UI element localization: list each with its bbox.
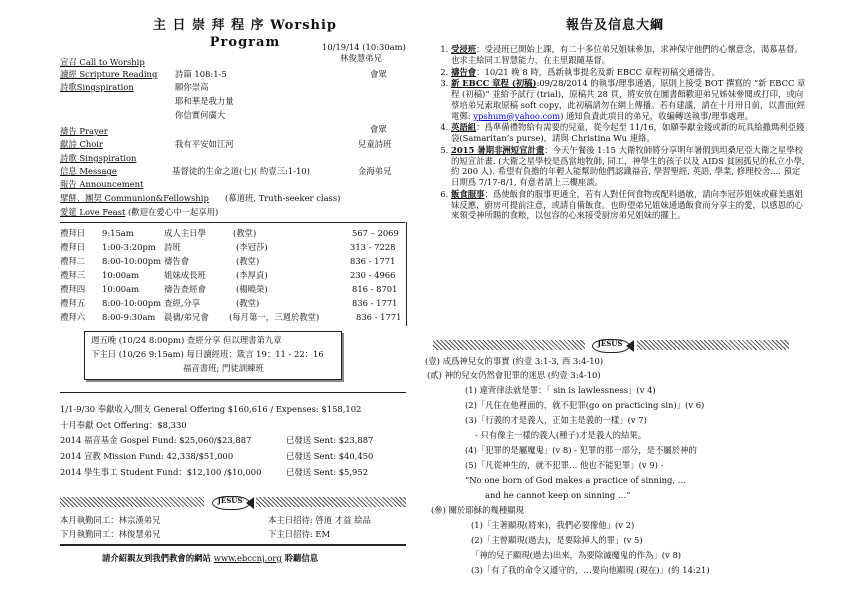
schedule-time: 8:00-10:00pm (102, 256, 162, 266)
schedule-day: 禮拜日 (60, 242, 86, 252)
outline-sub-note: - 只有像主一樣的義人(種子)才是義人的結果。 (475, 430, 647, 440)
schedule-day: 禮拜日 (60, 228, 86, 238)
message-title: 基督徒的生命之道(七)( 約壹三:1-10) (172, 166, 310, 176)
schedule-event: 禱告會 (164, 256, 190, 266)
october-offering: 十月奉獻 Oct Offering：$8,330 (60, 420, 187, 430)
program-label-prayer: 禱告 Prayer (60, 126, 108, 136)
schedule-phone: 313 - 7228 (350, 242, 396, 252)
hatched-band (60, 497, 204, 507)
announcement-body: ：爲準備禮物給有需要的兒童，從今起至 11/16，如願奉獻金錢或新的玩具給撒瑪利亞錢袋(Samaritan’s purse)，請與 Christina Wu 連絡。 (451, 122, 805, 143)
schedule-phone: 567 – 2069 (352, 228, 399, 238)
schedule-day: 禮拜五 (60, 298, 86, 308)
program-label-singspiration-2: 詩歌 Singspiration (60, 153, 137, 163)
schedule-time: 8:00-10:00pm (102, 298, 162, 308)
hymn-1: 願你崇高 (175, 82, 209, 92)
schedule-event: 禱告查經會 (164, 284, 206, 294)
announcement-item (451, 189, 806, 221)
program-label-love-feast: 愛筵 Love Feast (60, 207, 126, 217)
program-label-call-to-worship: 宣召 Call to Worship (60, 57, 145, 67)
announcement-heading: 飯食服事 (451, 188, 485, 199)
schedule-time: 10:00am (102, 284, 140, 294)
schedule-day: 禮拜六 (60, 312, 86, 322)
footer-post-text: 聆聽信息 (284, 553, 319, 563)
announcement-body: :09/28/2014 的執事/理事通過，原則上接受 BOT 撰寫的 “新 EBCC 章程 (初稿)” 並給予試行 (trial)，原稿共 28 頁，將安放在圖書館歡迎弟兄姊妹參閱或打印，或向蔡培弟兄索取原稿 soft copy，此初稿請勿在網上傳播。若有建議，請在十月卅日前，以書面(經電郵: (451, 78, 806, 121)
schedule-day: 禮拜三 (60, 270, 86, 280)
presider-name: 林俊慧弟兄 (340, 53, 382, 63)
fish-label: JESUS (597, 339, 623, 348)
outline-sub-point: (3)「有了我的命令又遵守的，…要向他顯現 (現在)」(約 14:21) (471, 565, 710, 575)
program-label-scripture-reading: 讀經 Scripture Reading (60, 69, 158, 79)
scripture-reference: 詩篇 108:1-5 (175, 69, 227, 79)
schedule-place: (教堂) (236, 298, 260, 308)
schedule-time: 1:00-3:20pm (102, 242, 156, 252)
schedule-event: 查經,分享 (164, 298, 201, 308)
hatched-band (637, 340, 789, 350)
announcements-column (425, 0, 825, 595)
hymn-2: 耶和華是我力量 (175, 96, 234, 106)
this-month-duty-staff: 本月執勤同工：林宗漢弟兄 (60, 515, 161, 525)
schedule-event: 晨禱/弟兄會 (164, 312, 209, 322)
schedule-phone: 816 - 8701 (352, 284, 398, 294)
mission-fund-sent: 已發送 Sent: $40,450 (286, 451, 374, 461)
schedule-phone: 230 - 4966 (350, 270, 396, 280)
announcement-body: ：10/21 晚 8 時，爲新執事提名及新 EBCC 章程初稿交通禱告。 (476, 66, 721, 77)
message-speaker: 金海弟兄 (358, 166, 392, 176)
student-fund: 2014 學生事工 Student Fund：$12,100 /$10,000 (60, 467, 262, 477)
schedule-event: 姐妹成長班 (164, 270, 206, 280)
gospel-fund: 2014 福音基金 Gospel Fund: $25,060/$23,887 (60, 435, 252, 445)
hymn-3: 你信實何廣大 (175, 110, 226, 120)
announcements-title: 報告及信息大綱 (565, 18, 664, 33)
announcement-heading: 新 EBCC 章程 (初稿) (451, 78, 537, 89)
prayer-leader: 會眾 (370, 124, 387, 134)
outline-sub-point: 「神的兒子顯現(過去)出來，為要除滅魔鬼的作為」(v 8) (471, 550, 682, 560)
schedule-time: 8:00-9:30am (102, 312, 156, 322)
weekly-notice-box (84, 331, 342, 380)
program-label-singspiration: 詩歌Singspiration (60, 82, 134, 92)
church-website-link[interactable]: www.ebccnj.org (213, 553, 282, 563)
outline-sub-point: (1)「主著顯現(將來)，我們必要像他」(v 2) (471, 520, 635, 530)
outline-sub-point: (3)「行義的才是義人，正如主是義的一樣」(v 7) (465, 415, 647, 425)
announcement-body: ：今天午餐後 1:15 大衛牧師將分享明年暑假到坦桑尼亞大衛之星學校的短宣計畫. (大衛之星學校是爲當地牧師, 同工，神學生的孩子以及 AIDS 貧困孤兒的私立小學, 約 200 人). 希望有負擔的年輕人能幫助他們認識福音, 學習聖經, 英語, 學業, 修理校舍.... 預定日期爲 7/17-8/1, 有意者請上三樓座談。 (451, 144, 805, 187)
student-fund-sent: 已發送 Sent: $5,952 (286, 467, 369, 477)
program-label-announcement: 報告 Announcement (60, 179, 144, 189)
outline-sub-point: (2)「主曾顯現(過去)，是要除掉人的罪」(v 5) (471, 535, 643, 545)
schedule-place: (李厚貞) (236, 270, 268, 280)
outline-point-2: (貳) 神的兒女仍然會犯罪的迷思 (約壹 3:4-10) (427, 370, 601, 380)
schedule-event: 詩班 (164, 242, 181, 252)
schedule-phone: 836 - 1771 (352, 298, 398, 308)
program-label-choir: 獻詩 Choir (60, 139, 103, 149)
service-date-time: 10/19/14 (10:30am) (322, 42, 406, 52)
announcement-heading: 受浸班 (451, 44, 477, 54)
hatched-band (433, 340, 585, 350)
announcement-item (451, 78, 806, 121)
schedule-place: (李冠莎) (236, 242, 268, 252)
next-month-duty-staff: 下月執勤同工：林俊慧弟兄 (60, 529, 161, 539)
classes-line: 福音書班; 門徒訓練班 (183, 363, 264, 373)
outline-sub-point: (2)「凡住在他裡面的，就不犯罪(go on practicing sin)」(v 6) (465, 400, 705, 410)
outline-sub-point: (4)「犯罪的是屬魔鬼」(v 8) - 犯罪的那一部分，是不屬於神的 (465, 445, 697, 455)
schedule-phone: 836 - 1771 (350, 256, 396, 266)
outline-quote-cont: and he cannot keep on sinning …” (485, 490, 631, 500)
announcement-body: ：受浸班已開始上課，有二十多位弟兄姐妹參加，求神保守他們的心懷意念，渴慕基督。也求主給同工智慧能力，在主里跟隨基督。 (451, 44, 803, 65)
announcement-heading: 禱告會 (451, 66, 477, 77)
program-label-communion: 擘餅、團契 Communion&Fellowship (60, 193, 209, 203)
announcement-item (451, 145, 806, 188)
divider-top (60, 222, 405, 223)
announcement-heading: 2015 暑期非洲短宣計畫 (451, 144, 545, 155)
announcement-item (451, 122, 806, 144)
program-label-message: 信息 Message (60, 166, 117, 176)
announcement-heading: 英語組 (451, 122, 477, 133)
next-sunday-ushers: 下主日招待: EM (268, 529, 331, 539)
outline-point-3: (參) 關於耶穌的幾種顯現 (431, 505, 524, 515)
announcement-item (451, 44, 806, 66)
communion-note: (慕道班, Truth-seeker class) (225, 193, 341, 203)
footer-pre-text: 請介紹親友到我們教會的網站 (102, 553, 211, 563)
schedule-right-border (406, 222, 407, 326)
announcement-list (435, 44, 806, 222)
announcement-item (451, 67, 806, 78)
footer-message (102, 553, 318, 564)
scripture-reader: 會眾 (370, 69, 387, 79)
outline-point-1: (壹) 成爲神兒女的事實 (約壹 3:1-3, 西 3:4-10) (425, 356, 604, 366)
schedule-phone: 836 - 1771 (356, 312, 402, 322)
gospel-fund-sent: 已發送 Sent: $23,887 (286, 435, 374, 445)
schedule-place: (教堂) (233, 228, 257, 238)
next-sunday-line: 下主日 (10/26 9:15am) 每日讀經班：箴言 19：11 - 22：16 (91, 349, 324, 359)
worship-program-title: 主 日 崇 拜 程 序 Worship Program (152, 18, 337, 50)
schedule-day: 禮拜二 (60, 256, 86, 266)
announcement-body-tail: ) 通知負責此項目的弟兄，收編轉送執事/理事處理。 (560, 110, 754, 121)
outline-sub-point: (1) 違背律法就是罪：「 sin is lawlessness」(v 4) (465, 385, 656, 395)
mission-fund: 2014 宣教 Mission Fund: 42,338/$51,000 (60, 451, 234, 461)
schedule-event: 成人主日學 (164, 228, 206, 238)
contact-email-link[interactable]: ypshum@yahoo.com (473, 110, 561, 121)
love-feast-note: (歡迎在愛心中一起享用) (128, 207, 219, 217)
divider-mid (60, 392, 406, 393)
friday-study-line: 週五晚 (10/24 8:00pm) 查經分享 但以理書第九章 (91, 335, 282, 345)
outline-sub-point: (5)「凡從神生的，就不犯罪… 他也不能犯罪」(v 9) - (465, 460, 664, 470)
choir-song: 我有平安如江河 (175, 139, 234, 149)
worship-program-column (60, 0, 410, 595)
this-sunday-ushers: 本主日招待: 啓道 才益 絵品 (268, 515, 371, 525)
schedule-day: 禮拜四 (60, 284, 86, 294)
schedule-time: 10:00am (102, 270, 140, 280)
hatched-band (256, 497, 406, 507)
schedule-place: (每月第一，三週於教堂) (229, 312, 320, 322)
choir-group: 兒童詩班 (358, 139, 392, 149)
schedule-time: 9:15am (102, 228, 134, 238)
announcement-body: ：爲使飯食的服事更通全，若有人對任何食物或配料過敏，請向李冠莎姐妹或蘇美惠姐妹反應，廚房可提前注意，或請自備飯食。也盼望弟兄姐妹通過飯食而分享主的愛，以感恩的心來領受神所賜的食粮，以包容的心來接受厨房弟兄姐妹的擺上。 (451, 188, 803, 221)
fish-label: JESUS (217, 496, 243, 505)
general-offering-line: 1/1-9/30 奉獻收入/開支 General Offering $160,616 / Expenses: $158,102 (60, 404, 362, 414)
divider-footer (60, 544, 406, 546)
schedule-place: (楊曉榮) (236, 284, 268, 294)
schedule-place: (教堂) (236, 256, 260, 266)
outline-quote: “No one born of God makes a practice of sinning, … (465, 475, 687, 485)
